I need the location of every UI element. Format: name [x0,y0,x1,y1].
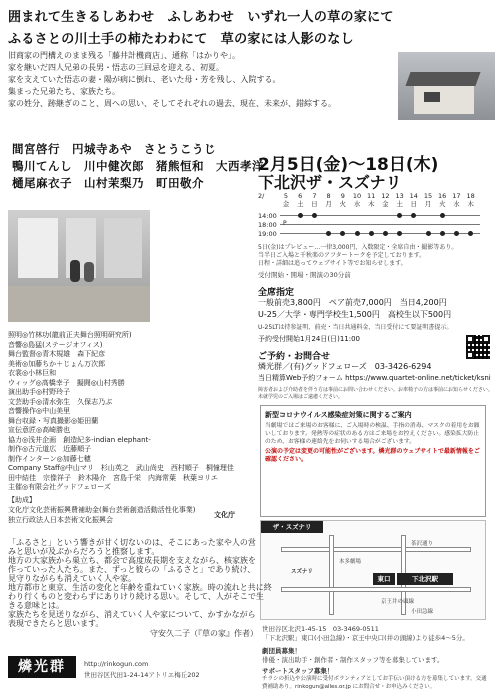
schedule-day-number: 8 [326,192,331,200]
schedule-note: 5日(金)はプレビュー…一律3,000円、入数限定・全席自由・撮影等あり。 [258,244,458,251]
schedule-day-weekday: 土 [296,200,304,208]
troupe-logo: 燐光群 [8,656,76,678]
qr-code[interactable] [466,335,490,359]
access-map [260,520,486,620]
schedule-day [280,192,292,208]
support-staff-body: チラシの折込や公演時に受付ボランティアとしてお手伝い頂ける方を募集しています。交通費補助あり。rinkogun@alles.or.jp にお問合せ・お申込みください。 [262,676,487,690]
ticket-note: U-25LTは持参証明、前売・当日共通料金、当日受付にて要証明書提示。 [258,324,453,331]
schedule-day-weekday: 日 [311,200,318,208]
schedule-day [323,192,335,208]
performance-dot [468,231,473,236]
header [0,0,495,155]
map-station: 下北沢駅 [397,573,453,585]
ticket-line: U-25／大学・専門学校生1,500円 高校生以下500円 [258,310,452,319]
performance-dot [440,231,445,236]
schedule-day [450,192,462,208]
performance-dot [298,213,303,218]
covid-notice [260,405,486,517]
essay-line: わり行くものと変わらずにありけり続ける思い。そして、人がそこで生 [8,592,264,601]
essay-line: 家族たちを見送りながら、消えていく人や家について、かすかながら [8,610,256,619]
schedule-day [379,192,391,208]
credit-line: 美術◎加藤ちか＋じょん万次郎 [8,359,106,368]
schedule-day [422,192,434,208]
map-label: 京王井の頭線 [381,599,415,605]
schedule-day-number: 10 [352,192,362,200]
essay-line: 見守りながらも消えていく人や家。 [8,574,136,583]
credit-line: Company Staff◎中山マリ 杉山英之 武山尚史 西村順子 桐憧理佳 [8,464,234,472]
performance-dot [383,231,388,236]
schedule-day-number: 6 [298,192,303,200]
schedule-day-weekday: 水 [453,200,460,208]
schedule-day-weekday: 火 [339,200,347,208]
essay-line: みと思いが及ぶからだろうと推察します。 [8,547,160,556]
schedule-time-1900: 19:00 [258,230,277,238]
performance-dot [397,231,402,236]
recruit-body: 俳優・演出助手・創作者・制作スタッフ等を募集しています。 [262,656,444,664]
schedule-grid [258,192,484,240]
credit-line: 舞台収録・写真撮影◎姫田蘭 [8,416,99,425]
schedule-day [365,192,377,208]
schedule-day-weekday: 木 [367,200,375,208]
schedule-month: 2/ [258,192,265,200]
support-label: 【助成】 [8,496,36,504]
schedule-time-1800: 18:00 [258,221,277,229]
credit-line: 協力◎浅井企画 創造紀多-indian elephant- [8,435,151,444]
schedule-note: 受付開始・開場・開演の30分前 [258,271,351,279]
performance-dot [326,231,331,236]
performance-dot [355,231,360,236]
essay-line: 表現できたらと思います。 [8,619,104,628]
contact-note: 障害者および介助者を伴う方は事前にお問い合わせください。お車椅子の方は事前にお知らせください。 [258,387,493,393]
covid-title: 新型コロナウイルス感染症対策に関するご案内 [265,411,412,419]
intro-line: 家を支えていた悟志の妻・陽が病に倒れ、老いた母・芳を残し、入院する。 [8,75,281,84]
header-tanka-2: ふるさとの川土手の柿たわわにて 草の家には人影のなし [8,32,354,47]
covid-warning: 公演の予定は変更の可能性がございます。燐光群のウェブサイトで最新情報をご確認ください。 [265,448,480,463]
cast-line: 間宮啓行 円城寺あや さとうこうじ [12,142,216,156]
cast-line: 鴨川てんし 川中健次郎 猪熊恒和 大西孝洋 [12,159,264,173]
preview-mark: P [283,220,287,227]
support-line: 文化庁文化芸術振興費補助金(舞台芸術創造活動活性化事業) [8,506,196,514]
ticket-release: 予約受付開始1月24日(日)11:00 [258,335,360,343]
schedule-note: 日程・詳細は追ってウェブサイト等でお知らせします。 [258,260,407,267]
performance-dot [369,231,374,236]
map-label: 茶沢通り [411,541,434,547]
map-logo: ザ・スズナリ [261,521,323,533]
credit-line: 田中結佳 宗像祥子 鈴木陽介 宮島千栄 内海常葉 秋葉ヨリエ [8,473,218,482]
intro-line: 旧商家の門構えのまま残る「藤井計機商店」、通称「はかりや」。 [8,51,240,60]
credit-line: 音響操作◎中山美里 [8,407,71,415]
credit-line: 文芸助手◎清水弥生 久保志乃ぶ [8,397,113,406]
schedule-day [408,192,420,208]
schedule-day [351,192,363,208]
schedule-day [337,192,349,208]
schedule-day-weekday: 金 [282,200,290,208]
performance-dates: 2月5日(金)～18日(木) [258,155,439,175]
recruit-title: 劇団員募集！ [262,647,301,655]
contact-note: 未就学児のご入場はご遠慮ください。 [258,394,344,400]
performance-dot [411,213,416,218]
credit-line: 制作◎古元道広 近藤順子 [8,445,92,453]
essay-line: 地方の大家族から巣立ち、都会で高度成長期を支えながら、核家族を [8,556,256,565]
schedule-day-number: 17 [452,192,461,200]
schedule-day [294,192,306,208]
schedule-day-number: 9 [340,192,345,200]
schedule-day-number: 15 [423,192,433,200]
schedule-day-weekday: 火 [438,200,446,208]
schedule-day [308,192,320,208]
contact-title: ご予約・お問合せ [258,352,331,362]
schedule-day-weekday: 日 [410,200,418,208]
schedule-day-number: 13 [395,192,404,200]
schedule-day-number: 16 [438,192,447,200]
footer-url[interactable]: http://rinkogun.com [84,660,149,668]
covid-body: 当劇場ではご来場のお客様に、ご入場時の検温、手指の消毒、マスクの着用をお願いしております。発熱等の症状のある方はご来場をお控えください。感染拡大防止のため、お客様の連絡先をお伺いする場合がございます。 [265,423,480,445]
cast-line: 樋尾麻衣子 山村茉梨乃 町田敬介 [12,176,204,190]
contact-web[interactable]: 当日精算Web予約フォーム https://www.quartet-online.net/ticket/ksni [258,374,491,382]
performance-dot [440,213,445,218]
map-label: 小田急線 [411,609,434,615]
credit-line: 主催◎有限会社グッドフェローズ [8,483,111,491]
schedule-day-number: 11 [367,192,376,200]
contact-phone: 燐光群／(有)グッドフェローズ 03-3426-6294 [258,362,432,371]
performance-dot [454,231,459,236]
schedule-day-number: 12 [381,192,390,200]
performance-dot [340,231,345,236]
map-exit: 東口 [373,573,395,585]
performance-dot [397,213,402,218]
ticket-line: 一般前売3,800円 ペア前売7,000円 当日4,200円 [258,298,447,307]
schedule-day-number: 14 [409,192,418,200]
intro-line: 家の姓分、跡継ぎのこと、周への思い、そしてそれぞれの過去、現在、未来が、錯綜する。 [8,99,336,108]
essay-line: 「ふるさと」という響きが甘く切ないのは、そこにあった家や人の営 [8,538,256,547]
credit-line: 演出助手◎村野玲子 [8,388,71,396]
address-line: 「下北沢駅」東口(小田急線)・京王中央口(井の頭線)より徒歩4～5分。 [262,634,469,642]
schedule-day-weekday: 金 [382,200,389,208]
credit-line: 舞台監督◎青木規雄 森下紀彦 [8,350,106,358]
schedule-day-weekday: 土 [396,200,403,208]
performance-dot [312,213,317,218]
essay-line: きる意味とは。 [8,601,64,610]
venue-name: 下北沢ザ・スズナリ [258,173,402,192]
header-tanka-1: 囲まれて生きるしあわせ ふしあわせ いずれ一人の草の家にて [8,10,394,25]
schedule-day-weekday: 月 [325,200,332,208]
map-label: スズナリ [291,569,313,575]
footer-address: 世田谷区代田1-24-14アトリエ梅丘202 [84,671,200,679]
schedule-time-1400: 14:00 [258,212,277,220]
support-line: 独立行政法人日本芸術文化振興会 [8,516,113,524]
essay-signature: 守安久二子（『草の家』作者） [150,629,258,638]
schedule-day-number: 7 [312,192,317,200]
address-line: 世田谷区北沢1-45-15 03-3469-0511 [262,625,379,633]
schedule-day-number: 5 [283,192,289,200]
essay-line: 地方都市と東京、生活の変化と年齢を重ねていく家族。時の流れと共に終 [8,583,272,592]
schedule-day [394,192,406,208]
schedule-day-weekday: 木 [467,200,474,208]
credit-line: 音響◎島猛(ステージオフィス) [8,340,103,349]
performance-dot [426,231,431,236]
credit-line: 宣伝意匠◎高崎勝也 [8,426,71,434]
intro-line: 家を継いだ四人兄弟の長男・悟志の三回忌を迎える、初夏。 [8,63,224,72]
support-staff-title: サポートスタッフ募集！ [262,667,334,675]
schedule-day [436,192,448,208]
intro-line: 集まった兄弟たち、家族たち。 [8,87,120,96]
house-photo [398,52,495,120]
schedule-day-number: 18 [466,192,475,200]
credit-line: 制作インターン◎加藤七穂 [8,454,91,463]
essay-line: 作っていった人たち。また、ずっと彼らの「ふるさと」であり続け、 [8,565,256,574]
schedule-day-weekday: 水 [353,200,361,208]
credit-line: 衣裳◎小林巨和 [8,369,57,377]
stage-photo [8,210,150,322]
schedule-day [465,192,477,208]
map-label: 本多劇場 [339,559,362,565]
credit-line: 照明◎竹林功(龍前正夫舞台照明研究所) [8,331,132,339]
credit-line: ウィッグ◎高橋幸子 擬闘◎山村秀勝 [8,378,125,387]
ticket-title: 全席指定 [258,288,295,298]
schedule-day-weekday: 月 [424,200,432,208]
schedule-note: 当半日ご入場と千秋楽のアフタートークを予定しております。 [258,252,426,259]
agency-mark: 文化庁 [214,511,235,519]
